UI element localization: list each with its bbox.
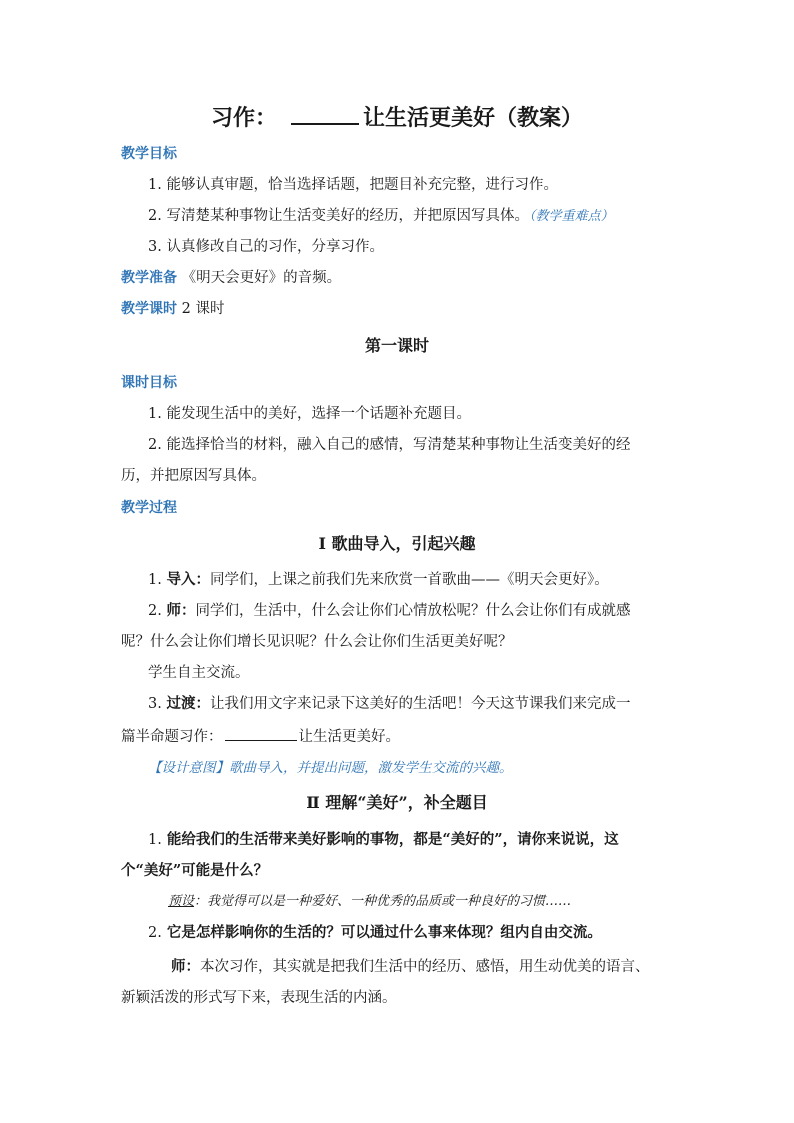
part2-teacher-cont: 新颖活泼的形式写下来，表现生活的内涵。 [121, 990, 397, 1006]
part2-q1-text: 能给我们的生活带来美好影响的事物，都是“美好的”，请你来说说，这 [166, 831, 619, 848]
prep-text: 《明天会更好》的音频。 [181, 270, 342, 286]
part2-q2-num: 2. [148, 925, 162, 941]
process-label: 教学过程 [121, 500, 177, 516]
lesson1-goal-2-cont: 历，并把原因写具体。 [121, 468, 266, 484]
lesson1-goal-1: 1. 能发现生活中的美好，选择一个话题补充题目。 [148, 406, 471, 422]
prep-label: 教学准备 [121, 270, 177, 286]
goal-item-2-text: 2. 写清楚某种事物让生活变美好的经历，并把原因写具体。 [148, 208, 529, 224]
part2-q1-num: 1. [148, 832, 162, 848]
part1-step1-num: 1. [148, 572, 162, 588]
part1-step2-num: 2. [148, 603, 162, 619]
goal-item-2 [148, 206, 613, 227]
lesson1-goals-label: 课时目标 [121, 375, 177, 391]
goal-item-2-note: （教学重难点） [528, 209, 614, 224]
part1-step1-label: 导入： [166, 571, 210, 588]
part1-step2-text: 同学们，生活中，什么会让你们心情放松呢？什么会让你们有成就感 [195, 603, 631, 619]
title-prefix: 习作： [210, 105, 277, 131]
title-blank [291, 103, 359, 125]
part1-heading: Ⅰ 歌曲导入，引起兴趣 [318, 534, 476, 553]
part2-q2 [148, 923, 602, 943]
part2-q1-cont: 个“美好”可能是什么？ [121, 862, 269, 879]
part1-step3 [148, 694, 630, 714]
title-suffix: 让生活更美好（教案） [363, 105, 584, 131]
goal-item-3: 3. 认真修改自己的习作，分享习作。 [148, 239, 384, 255]
part2-q1 [148, 830, 619, 850]
part2-teacher-text: 本次习作，其实就是把我们生活中的经历、感悟，用生动优美的语言、 [200, 959, 650, 975]
part1-step2-student: 学生自主交流。 [148, 665, 250, 681]
part1-design-note: 【设计意图】歌曲导入，并提出问题，激发学生交流的兴趣。 [148, 760, 513, 776]
part1-step3-label: 过渡： [166, 695, 210, 712]
part1-step2-cont: 呢？什么会让你们增长见识呢？什么会让你们生活更美好呢？ [121, 634, 513, 650]
part2-teacher [171, 957, 650, 977]
part1-step1 [148, 570, 609, 590]
part1-step3-num: 3. [148, 696, 162, 712]
part2-preset-text: ：我觉得可以是一种爱好、一种优秀的品质或一种良好的习惯…… [194, 894, 572, 909]
goal-item-1: 1. 能够认真审题，恰当选择话题，把题目补充完整，进行习作。 [148, 177, 558, 193]
part1-step2-label: 师： [166, 602, 196, 619]
part1-step3-text: 让我们用文字来记录下这美好的生活吧！今天这节课我们来完成一 [209, 696, 631, 712]
page-title [0, 103, 794, 133]
part1-step3-cont-a: 篇半命题习作： [121, 729, 223, 745]
hours-line [121, 299, 224, 319]
part1-step1-text: 同学们，上课之前我们先来欣赏一首歌曲——《明天会更好》。 [209, 572, 609, 588]
part2-q2-text: 它是怎样影响你的生活的？可以通过什么事来体现？组内自由交流。 [166, 924, 602, 941]
part1-step3-blank [225, 725, 297, 741]
prep-line [121, 268, 341, 288]
part2-preset-label: 预设 [168, 894, 195, 909]
hours-label: 教学课时 [121, 301, 177, 317]
goals-label: 教学目标 [121, 146, 177, 162]
hours-text: 2 课时 [181, 301, 225, 317]
lesson1-goal-2: 2. 能选择恰当的材料，融入自己的感情，写清楚某种事物让生活变美好的经 [148, 437, 631, 453]
part2-teacher-label: 师： [171, 958, 200, 975]
part1-step2 [148, 601, 630, 621]
part2-preset [168, 892, 571, 912]
lesson1-heading: 第一课时 [364, 336, 429, 355]
part1-step3-cont-b: 让生活更美好。 [298, 729, 400, 745]
part2-heading: Ⅱ 理解“美好”，补全题目 [306, 793, 488, 812]
part1-step3-cont [121, 725, 400, 747]
